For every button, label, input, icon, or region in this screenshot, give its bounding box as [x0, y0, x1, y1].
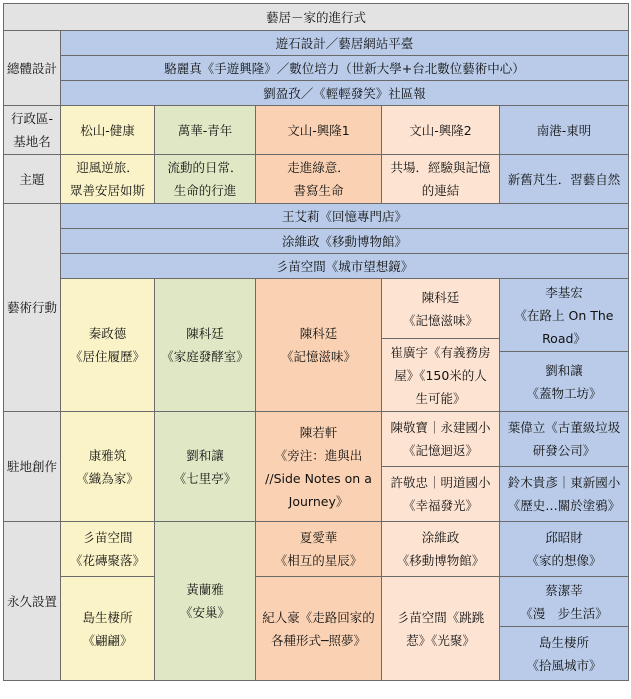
- row-label-theme: 主題: [4, 155, 61, 204]
- district-4: 文山-興隆2: [382, 106, 500, 155]
- district-5: 南港-東明: [500, 106, 629, 155]
- permanent-4a: 涂維政 《移動博物館》: [382, 522, 500, 577]
- table-title: 藝居－家的進行式: [4, 4, 629, 31]
- district-2: 萬華-青年: [155, 106, 256, 155]
- permanent-2: 黃蘭雅 《安巢》: [155, 522, 256, 681]
- residency-1: 康雅筑 《織為家》: [61, 412, 155, 522]
- theme-4: 共場．經驗與記憶 的連結: [382, 155, 500, 204]
- row-label-overall: 總體設計: [4, 31, 61, 106]
- permanent-5c: 島生棲所 《拾風城市》: [500, 627, 629, 681]
- residency-4a: 陳敬寶｜永建國小 《記憶迴返》: [382, 412, 500, 467]
- theme-1: 迎風逆旅． 眾善安居如斯: [61, 155, 155, 204]
- art-1: 秦政德 《居住履歷》: [61, 279, 155, 412]
- permanent-5b: 蔡潔莘 《漫 步生活》: [500, 577, 629, 627]
- residency-4b: 許敬忠｜明道國小 《幸福發光》: [382, 467, 500, 522]
- art-shared-1: 王艾莉《回憶專門店》: [61, 204, 629, 229]
- overall-row-3: 劉盈孜／《輕輕發笑》社區報: [61, 81, 629, 106]
- district-1: 松山-健康: [61, 106, 155, 155]
- art-shared-3: 彡苗空間《城市望想鏡》: [61, 254, 629, 279]
- row-label-district: 行政區- 基地名: [4, 106, 61, 155]
- residency-3: 陳若軒 《旁注：進與出 //Side Notes on a Journey》: [256, 412, 382, 522]
- art-4a: 陳科廷 《記憶滋味》: [382, 279, 500, 339]
- permanent-1b: 島生棲所 《翩翩》: [61, 577, 155, 681]
- art-4b: 崔廣宇《有義務房 屋》《150米的人 生可能》: [382, 339, 500, 412]
- residency-5a: 葉偉立《古董級垃圾 研發公司》: [500, 412, 629, 467]
- row-label-art-action: 藝術行動: [4, 204, 61, 412]
- row-label-permanent: 永久設置: [4, 522, 61, 681]
- residency-2: 劉和讓 《七里亭》: [155, 412, 256, 522]
- permanent-1a: 彡苗空間 《花磚聚落》: [61, 522, 155, 577]
- row-label-residency: 駐地創作: [4, 412, 61, 522]
- art-5a: 李基宏 《在路上 On The Road》: [500, 279, 629, 352]
- permanent-5a: 邱昭財 《家的想像》: [500, 522, 629, 577]
- theme-2: 流動的日常． 生命的行進: [155, 155, 256, 204]
- permanent-3a: 夏愛華 《相互的星辰》: [256, 522, 382, 577]
- art-2: 陳科廷 《家庭發酵室》: [155, 279, 256, 412]
- theme-3: 走進綠意． 書寫生命: [256, 155, 382, 204]
- project-table: [3, 3, 629, 681]
- permanent-4b: 彡苗空間《跳跳 惹》《光聚》: [382, 577, 500, 681]
- theme-5: 新舊芃生．習藝自然: [500, 155, 629, 204]
- overall-row-2: 駱麗真《手遊興隆》／數位培力（世新大學+台北數位藝術中心）: [61, 56, 629, 81]
- overall-row-1: 遊石設計／藝居網站平臺: [61, 31, 629, 56]
- art-5b: 劉和讓 《蓋物工坊》: [500, 352, 629, 412]
- residency-5b: 鈴木貴彥｜東新國小 《歷史…關於塗鴉》: [500, 467, 629, 522]
- art-3: 陳科廷 《記憶滋味》: [256, 279, 382, 412]
- permanent-3b: 紀人豪《走路回家的 各種形式─照夢》: [256, 577, 382, 681]
- art-shared-2: 涂維政《移動博物館》: [61, 229, 629, 254]
- district-3: 文山-興隆1: [256, 106, 382, 155]
